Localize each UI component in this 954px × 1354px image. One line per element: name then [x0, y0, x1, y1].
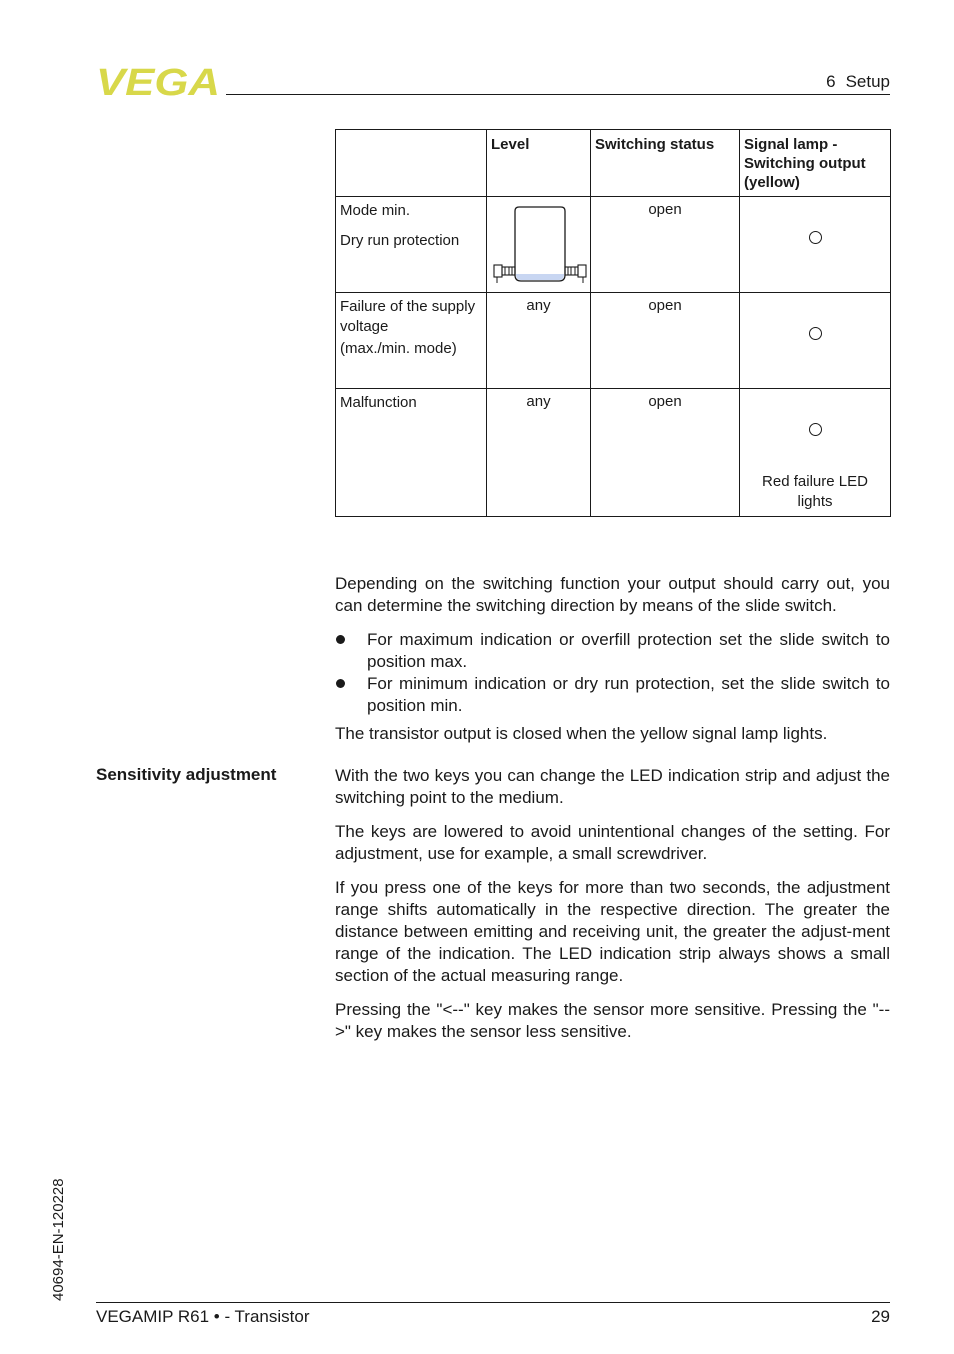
- signal-lamp-cell: [740, 389, 891, 517]
- condition-cell: [336, 293, 487, 389]
- logo-text: VEGA: [96, 66, 220, 96]
- bullet-text: For minimum indication or dry run protection, set the slide switch to position min.: [367, 674, 890, 715]
- condition-line: (max./min. mode): [340, 340, 457, 357]
- signal-lamp-cell: [740, 197, 891, 293]
- section-number: 6: [826, 72, 836, 91]
- page-number: 29: [871, 1307, 890, 1326]
- bullet-text: For maximum indication or overfill protection set the slide switch to position max.: [367, 630, 890, 671]
- switching-status-cell: open: [591, 293, 740, 389]
- header-cell-level: Level: [487, 130, 591, 197]
- lamp-off-icon: [809, 423, 822, 436]
- vega-logo: [96, 66, 220, 96]
- condition-line: Mode min.: [340, 202, 411, 219]
- list-item: [335, 673, 890, 717]
- lamp-off-icon: [809, 327, 822, 340]
- condition-cell: [336, 389, 487, 517]
- failure-led-note: Red failure LED lights: [762, 473, 868, 510]
- sensitivity-paragraph: If you press one of the keys for more than two seconds, the adjustment range shifts automatically in the respective direction. The greater the distance between emitting and receiving unit, the greater the adjust-ment range of the indication. The LED indication strip always shows a small section of the actual measuring range.: [335, 878, 890, 985]
- bullet-list: [335, 629, 890, 717]
- lamp-off-icon: [809, 231, 822, 244]
- table-row: [336, 197, 891, 293]
- signal-lamp-cell: [740, 293, 891, 389]
- header-cell-signal-lamp: Signal lamp - Switching output (yellow): [740, 130, 891, 197]
- transistor-note: The transistor output is closed when the yellow signal lamp lights.: [335, 724, 828, 743]
- condition-line: Failure of the supply voltage: [340, 298, 476, 335]
- sensitivity-paragraph: Pressing the "<--" key makes the sensor more sensitive. Pressing the "-->" key makes the sensor less sensitive.: [335, 1000, 890, 1041]
- switching-status-cell: open: [591, 197, 740, 293]
- level-cell: [487, 197, 591, 293]
- section-label: [826, 72, 890, 92]
- table-header-row: [336, 130, 891, 197]
- header-rule: [226, 94, 890, 95]
- intro-paragraph: Depending on the switching function your output should carry out, you can determine the switching direction by means of the slide switch.: [335, 574, 890, 615]
- sensitivity-heading: Sensitivity adjustment: [96, 765, 277, 784]
- document-id: 40694-EN-120228: [50, 1178, 67, 1301]
- bullet-icon: [336, 679, 345, 688]
- condition-cell: [336, 197, 487, 293]
- condition-line: Malfunction: [340, 394, 417, 411]
- sensitivity-paragraph: The keys are lowered to avoid unintentional changes of the setting. For adjustment, use for example, a small screwdriver.: [335, 822, 890, 863]
- footer-product: VEGAMIP R61 • - Transistor: [96, 1307, 310, 1326]
- section-title: Setup: [845, 72, 890, 91]
- sensitivity-paragraph: With the two keys you can change the LED indication strip and adjust the switching point to the medium.: [335, 766, 890, 807]
- level-cell: any: [487, 389, 591, 517]
- switching-status-cell: open: [591, 389, 740, 517]
- header-cell-condition: [336, 130, 487, 197]
- footer-rule: [96, 1302, 890, 1303]
- level-cell: any: [487, 293, 591, 389]
- table-row: [336, 293, 891, 389]
- bullet-icon: [336, 635, 345, 644]
- vessel-low-level-icon: [491, 203, 589, 287]
- header-cell-switching-status: Switching status: [591, 130, 740, 197]
- list-item: [335, 629, 890, 673]
- switching-status-table: [335, 129, 891, 517]
- table-row: [336, 389, 891, 517]
- condition-line: Dry run protection: [340, 232, 460, 249]
